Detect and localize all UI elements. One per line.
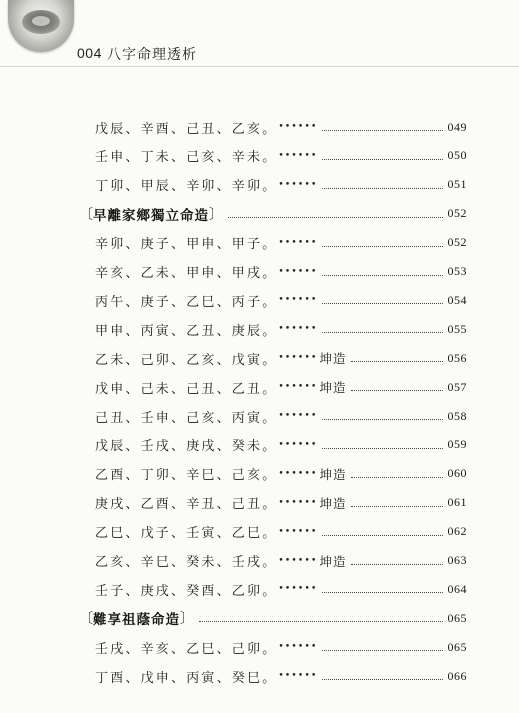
toc-entry (0, 434, 519, 456)
dotted-leader (322, 534, 442, 536)
dotted-leader (351, 505, 442, 507)
section-title: 早離家鄉獨立命造 (93, 207, 209, 224)
dotted-leader (322, 245, 442, 247)
page-reference: 053 (447, 264, 467, 278)
leader-dots: •••••• (278, 122, 318, 132)
dotted-leader (322, 649, 442, 651)
open-bracket: 〔 (79, 611, 93, 628)
toc-entry (0, 232, 519, 254)
toc-entry (0, 521, 519, 543)
dotted-leader (351, 563, 442, 565)
entry-note: 坤造 (319, 380, 347, 396)
leader-dots: •••••• (278, 150, 318, 161)
entry-note: 坤造 (319, 495, 347, 511)
logo-emblem-icon (8, 0, 74, 52)
leader-dots: •••••• (278, 266, 318, 277)
toc-entry (0, 145, 519, 167)
entry-text: 丁卯、甲辰、辛卯、辛卯。 (95, 179, 278, 195)
toc-entry (0, 405, 519, 427)
dotted-leader (322, 591, 442, 593)
page-reference: 058 (447, 408, 467, 423)
entry-text: 戊申、己未、己丑、乙丑。 (95, 381, 278, 397)
page-reference: 052 (447, 235, 467, 250)
toc-entry (0, 347, 519, 369)
entry-text: 乙亥、辛巳、癸未、壬戌。 (95, 555, 278, 570)
dotted-leader (322, 187, 442, 189)
close-bracket: 〕 (180, 611, 194, 628)
toc-entry (0, 289, 519, 311)
page-reference: 061 (447, 495, 467, 510)
entry-text: 辛亥、乙未、甲申、甲戌。 (95, 266, 278, 281)
leader-dots: •••••• (278, 671, 318, 682)
leader-dots: •••••• (278, 439, 318, 450)
toc-entry (0, 550, 519, 572)
page-reference: 065 (447, 639, 467, 654)
dotted-leader (322, 158, 442, 160)
page-reference: 063 (447, 553, 467, 567)
entry-text: 壬申、丁未、己亥、辛未。 (95, 150, 278, 166)
page-reference: 059 (447, 437, 467, 452)
toc-entry (0, 492, 519, 514)
toc-entry (0, 376, 519, 398)
entry-text: 戊辰、辛酉、己丑、乙亥。 (95, 121, 278, 137)
leader-dots: •••••• (278, 642, 318, 653)
entry-text: 庚戌、乙酉、辛丑、己丑。 (95, 497, 278, 513)
entry-text: 己丑、壬申、己亥、丙寅。 (95, 410, 278, 426)
toc-entry (0, 174, 519, 196)
dotted-leader (228, 216, 443, 218)
toc-entry (0, 578, 519, 600)
dotted-leader (322, 274, 442, 276)
entry-text: 乙巳、戊子、壬寅、乙巳。 (95, 526, 278, 542)
entry-text: 壬戌、辛亥、乙巳、己卯。 (95, 641, 278, 657)
toc-entry (0, 116, 519, 138)
page-reference: 065 (447, 610, 467, 625)
page-reference: 062 (447, 524, 467, 539)
entry-text: 乙未、己卯、乙亥、戊寅。 (95, 352, 278, 368)
page-reference: 056 (447, 350, 467, 365)
toc-section-heading (0, 607, 519, 629)
header-divider (0, 66, 519, 67)
leader-dots: •••••• (278, 584, 318, 595)
toc-entry (0, 665, 519, 687)
leader-dots: •••••• (278, 526, 318, 537)
dotted-leader (322, 678, 442, 680)
page-reference: 055 (447, 321, 467, 336)
entry-text: 丁酉、戊申、丙寅、癸巳。 (95, 670, 278, 686)
dotted-leader (322, 447, 442, 449)
dotted-leader (199, 620, 443, 622)
leader-dots: •••••• (278, 324, 318, 335)
entry-text: 丙午、庚子、乙巳、丙子。 (95, 294, 278, 310)
dotted-leader (322, 302, 442, 304)
running-title: 八字命理透析 (107, 47, 197, 63)
page-reference: 051 (447, 177, 467, 192)
page-reference: 052 (447, 206, 467, 221)
toc-entry (0, 318, 519, 340)
page-reference: 054 (447, 292, 467, 307)
toc-entry (0, 636, 519, 658)
leader-dots: •••••• (278, 382, 318, 393)
leader-dots: •••••• (278, 353, 318, 364)
dotted-leader (351, 389, 442, 391)
toc-entry (0, 463, 519, 485)
leader-dots: •••••• (278, 295, 318, 306)
page-number: 004 (77, 45, 102, 61)
leader-dots: •••••• (278, 411, 318, 421)
page-reference: 064 (447, 581, 467, 596)
leader-dots: •••••• (278, 497, 318, 508)
dotted-leader (351, 360, 442, 362)
entry-text: 甲申、丙寅、乙丑、庚辰。 (95, 323, 278, 339)
page-header (0, 0, 519, 80)
page-reference: 060 (447, 466, 467, 481)
page-reference: 049 (447, 119, 467, 134)
close-bracket: 〕 (209, 206, 223, 223)
entry-note: 坤造 (319, 466, 347, 482)
dotted-leader (322, 331, 442, 333)
leader-dots: •••••• (278, 179, 318, 190)
entry-text: 壬子、庚戌、癸酉、乙卯。 (95, 583, 278, 599)
entry-note: 坤造 (319, 553, 347, 569)
toc-entry (0, 261, 519, 283)
leader-dots: •••••• (278, 555, 318, 566)
open-bracket: 〔 (79, 206, 93, 223)
toc-section-heading (0, 203, 519, 225)
entry-note: 坤造 (319, 351, 347, 367)
leader-dots: •••••• (278, 237, 318, 248)
page-reference: 050 (447, 148, 467, 163)
leader-dots: •••••• (278, 468, 318, 479)
dotted-leader (351, 476, 442, 478)
page-reference: 057 (447, 379, 467, 394)
entry-text: 乙酉、丁卯、辛巳、己亥。 (95, 468, 278, 484)
page-reference: 066 (447, 668, 467, 683)
section-title: 難享祖蔭命造 (93, 612, 180, 629)
entry-text: 戊辰、壬戌、庚戌、癸未。 (95, 439, 278, 455)
entry-text: 辛卯、庚子、甲申、甲子。 (95, 237, 278, 253)
dotted-leader (322, 418, 442, 420)
dotted-leader (322, 129, 442, 131)
